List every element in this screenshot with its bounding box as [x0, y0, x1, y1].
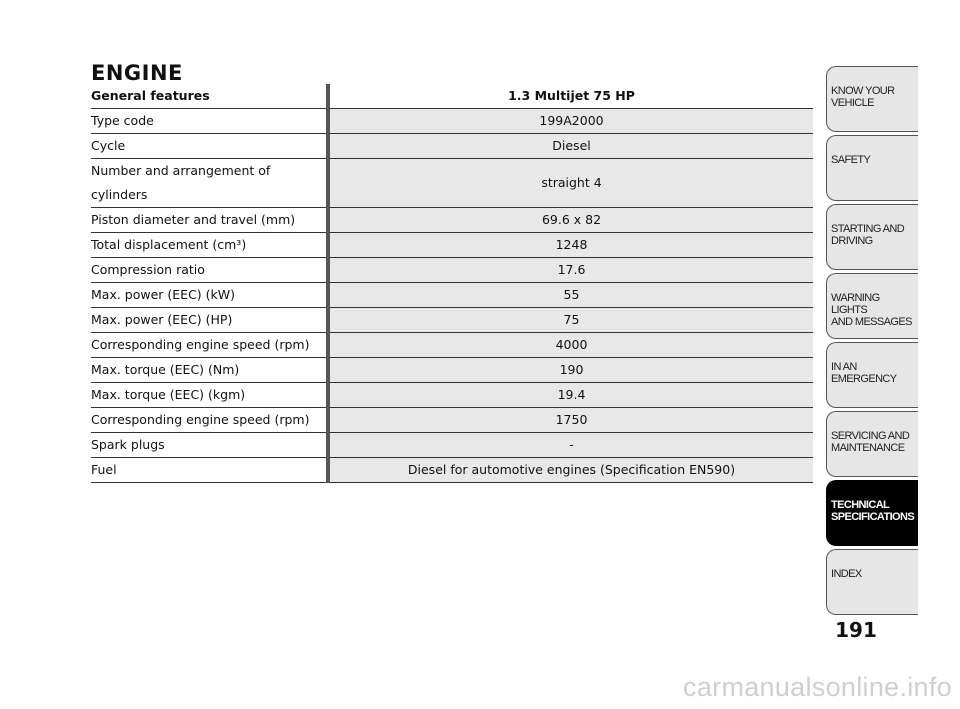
chapter-nav — [826, 66, 918, 618]
row-value: 4000 — [330, 333, 813, 358]
row-label: Cycle — [91, 134, 326, 159]
nav-tab-safety[interactable] — [826, 135, 918, 201]
row-value: 75 — [330, 308, 813, 333]
table-row — [91, 383, 813, 408]
row-label: Max. power (EEC) (HP) — [91, 308, 326, 333]
row-label: Number and arrangement of cylinders — [91, 159, 326, 208]
nav-tab-label: IN AN EMERGENCY — [831, 361, 897, 385]
row-value: 1750 — [330, 408, 813, 433]
row-value: 199A2000 — [330, 109, 813, 134]
row-label: Max. torque (EEC) (kgm) — [91, 383, 326, 408]
table-row — [91, 258, 813, 283]
row-label: Spark plugs — [91, 433, 326, 458]
table-row — [91, 283, 813, 308]
table-row — [91, 333, 813, 358]
nav-tab-label: TECHNICAL SPECIFICATIONS — [831, 499, 915, 523]
table-row — [91, 233, 813, 258]
watermark: carmanualsonline.info — [683, 672, 952, 702]
page-number: 191 — [835, 618, 877, 642]
nav-tab-label: SERVICING AND MAINTENANCE — [831, 430, 910, 454]
nav-tab-label: KNOW YOUR VEHICLE — [831, 85, 895, 109]
row-value: 1248 — [330, 233, 813, 258]
row-value: straight 4 — [330, 159, 813, 208]
row-value: 55 — [330, 283, 813, 308]
nav-tab-starting-and-driving[interactable] — [826, 204, 918, 270]
row-label: Max. power (EEC) (kW) — [91, 283, 326, 308]
header-value: 1.3 Multijet 75 HP — [330, 84, 813, 109]
table-row — [91, 358, 813, 383]
nav-tab-know-your-vehicle[interactable] — [826, 66, 918, 132]
engine-spec-table — [91, 84, 813, 483]
row-label: Compression ratio — [91, 258, 326, 283]
row-label: Fuel — [91, 458, 326, 483]
row-label: Total displacement (cm³) — [91, 233, 326, 258]
nav-tab-label: SAFETY — [831, 154, 871, 166]
nav-tab-label: INDEX — [831, 568, 862, 580]
nav-tab-servicing[interactable] — [826, 411, 918, 477]
table-row — [91, 408, 813, 433]
nav-tab-technical-specifications[interactable] — [826, 480, 918, 546]
row-label: Piston diameter and travel (mm) — [91, 208, 326, 233]
nav-tab-warning-lights[interactable] — [826, 273, 918, 339]
nav-tab-in-an-emergency[interactable] — [826, 342, 918, 408]
header-label: General features — [91, 84, 326, 109]
row-value: 190 — [330, 358, 813, 383]
table-row — [91, 109, 813, 134]
row-label: Max. torque (EEC) (Nm) — [91, 358, 326, 383]
nav-tab-label: STARTING AND DRIVING — [831, 223, 905, 247]
table-row — [91, 308, 813, 333]
table-row — [91, 208, 813, 233]
row-label: Corresponding engine speed (rpm) — [91, 408, 326, 433]
nav-tab-index[interactable] — [826, 549, 918, 615]
row-value: Diesel — [330, 134, 813, 159]
row-value: 19.4 — [330, 383, 813, 408]
row-value: 17.6 — [330, 258, 813, 283]
table-row — [91, 134, 813, 159]
section-title: ENGINE — [91, 61, 183, 85]
nav-tab-label: WARNING LIGHTS AND MESSAGES — [831, 292, 912, 328]
table-header-row — [91, 84, 813, 109]
table-row — [91, 159, 813, 208]
row-value: 69.6 x 82 — [330, 208, 813, 233]
row-value: Diesel for automotive engines (Specification EN590) — [330, 458, 813, 483]
table-row — [91, 433, 813, 458]
row-label: Type code — [91, 109, 326, 134]
row-value: - — [330, 433, 813, 458]
row-label: Corresponding engine speed (rpm) — [91, 333, 326, 358]
table-row — [91, 458, 813, 483]
